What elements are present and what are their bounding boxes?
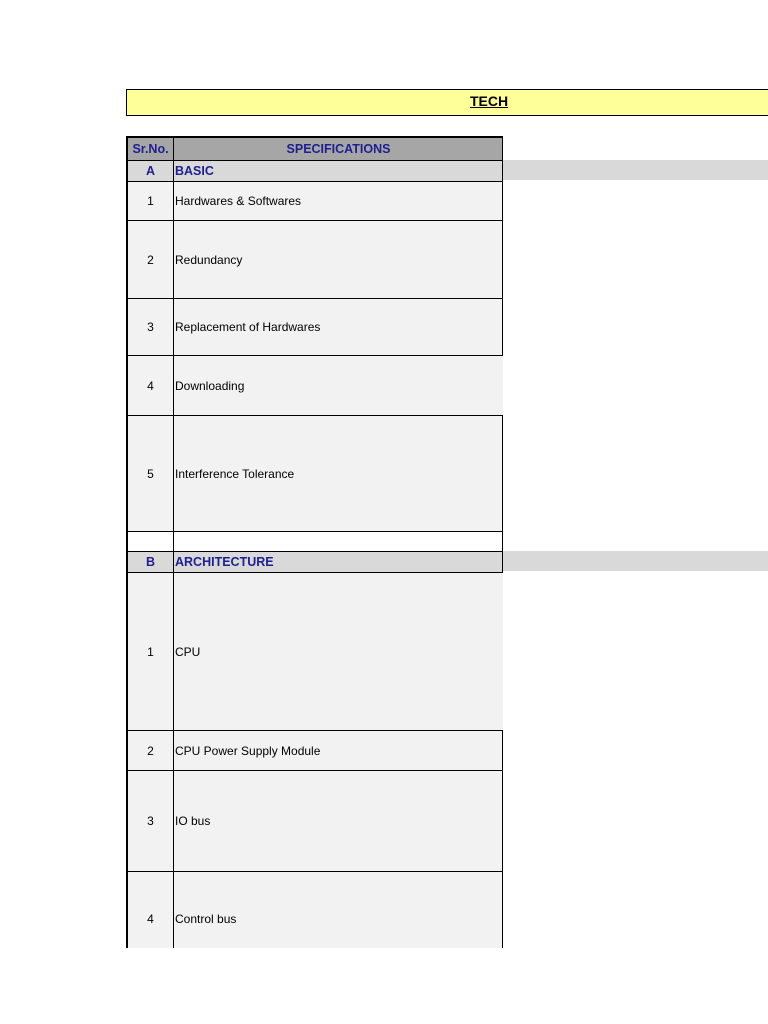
row-spec: Control bus [174, 872, 503, 948]
document-title: TECH [470, 93, 509, 109]
row-spec: CPU [174, 573, 503, 730]
row-number: 1 [126, 182, 174, 220]
section-row-a [126, 161, 503, 181]
row-number: 4 [126, 872, 174, 948]
table-header-row [126, 136, 503, 161]
title-bar [126, 89, 768, 116]
section-label: BASIC [174, 161, 503, 181]
row-spec: Downloading [174, 356, 503, 415]
row-spec: Hardwares & Softwares [174, 182, 503, 220]
row-number: 5 [126, 416, 174, 531]
blank-row [126, 531, 503, 551]
row-number: 1 [126, 573, 174, 730]
section-id: B [126, 552, 174, 572]
table-row [126, 415, 503, 531]
header-sr-no: Sr.No. [126, 138, 174, 160]
blank-cell [174, 532, 503, 551]
table-row [126, 572, 503, 730]
blank-cell [126, 532, 174, 551]
table-row [126, 220, 503, 298]
row-number: 3 [126, 299, 174, 355]
row-spec: IO bus [174, 771, 503, 871]
table-row [126, 298, 503, 356]
row-spec: Interference Tolerance [174, 416, 503, 531]
row-spec: CPU Power Supply Module [174, 731, 503, 770]
table-row [126, 730, 503, 770]
table-row [126, 181, 503, 220]
section-label: ARCHITECTURE [174, 552, 503, 572]
row-number: 2 [126, 221, 174, 298]
table-row [126, 356, 503, 415]
table-row [126, 770, 503, 871]
row-number: 3 [126, 771, 174, 871]
row-spec: Redundancy [174, 221, 503, 298]
section-band-a [503, 160, 768, 180]
row-number: 2 [126, 731, 174, 770]
section-id: A [126, 161, 174, 181]
row-number: 4 [126, 356, 174, 415]
header-specifications: SPECIFICATIONS [174, 138, 503, 160]
row-spec: Replacement of Hardwares [174, 299, 503, 355]
table-row [126, 871, 503, 948]
section-band-b [503, 551, 768, 571]
section-row-b [126, 551, 503, 572]
